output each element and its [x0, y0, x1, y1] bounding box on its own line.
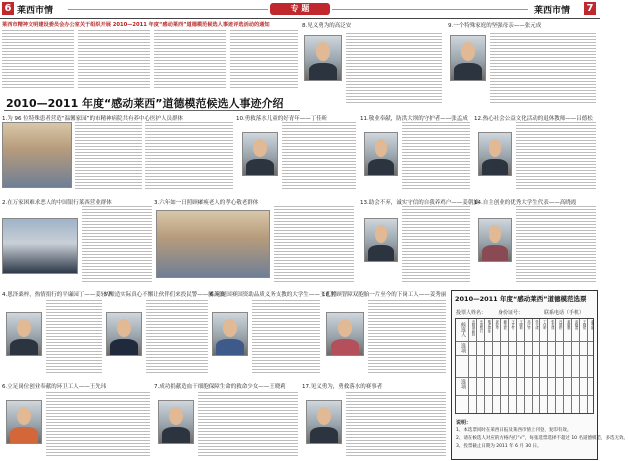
ballot-candidate-label: 高晓霞 [574, 320, 579, 330]
ballot-checkbox[interactable] [588, 357, 594, 375]
notice-body-col-4 [230, 30, 298, 90]
candidate-8-title: 8.见义勇为的高泛安 [302, 23, 352, 29]
notice-body-col-3 [154, 30, 226, 90]
candidate-9-photo [450, 35, 486, 81]
candidate-left-bottom-body [46, 392, 150, 458]
candidate-3-body [274, 206, 354, 282]
candidate-1 [2, 114, 183, 194]
ballot-candidate-label: 丁佳昕 [542, 320, 547, 330]
candidate-9-title: 9.一个特殊家庭的坚强母亲——张元成 [448, 23, 542, 29]
candidate-6-body [252, 300, 320, 374]
candidate-7 [154, 382, 300, 460]
ballot-checkbox[interactable] [525, 357, 531, 375]
candidate-3-photo [156, 210, 270, 278]
candidate-left-bottom-photo [6, 400, 42, 444]
ballot-candidate-label: 王艺竹 [510, 320, 515, 330]
candidate-1-body [75, 122, 142, 190]
right-page-number: 7 [584, 2, 596, 15]
candidate-2 [2, 198, 152, 284]
left-page-number: 6 [2, 2, 14, 15]
candidate-14-body [516, 206, 596, 282]
notice-section [2, 21, 298, 91]
candidate-5-title: 5.酿造实际真心不懈让伙伴们来投民警——鹏英波 [104, 292, 225, 298]
ballot-notes-title: 说明： [456, 420, 472, 426]
candidate-12-photo [478, 132, 512, 176]
candidate-14-title: 14.自主创业的优秀大学生代表——高晓霞 [474, 200, 577, 206]
masthead-rule-left [68, 9, 268, 10]
candidate-10-photo [242, 132, 278, 176]
right-paper-name: 莱西市情 [534, 6, 571, 16]
candidate-7-photo [158, 400, 194, 444]
candidate-16-photo [326, 312, 364, 356]
ballot-row-label-option: 选项 [460, 343, 466, 353]
candidate-2-photo [2, 218, 78, 274]
ballot-candidate-label: 中国银行 [478, 320, 483, 333]
ballot-candidate-label: 市精神病院 [470, 320, 475, 336]
candidate-2-body [82, 206, 152, 282]
candidate-5-photo [106, 312, 142, 356]
ballot-candidate-label: 敬老群体 [486, 320, 491, 333]
candidate-2-title: 2.在万家困难求恶人的中国银行莱西营业群体 [2, 200, 112, 206]
ballot-candidate-label: 姜秀丽 [590, 320, 594, 330]
ballot-row-label-candidate: 候选人 [460, 322, 466, 337]
candidate-4-title: 4.恩泽桑梓，热情捐行的平廉园丁——姜轻华 [2, 292, 112, 298]
ballot-checkbox[interactable] [533, 357, 539, 375]
ballot-table [455, 318, 594, 414]
ballot-checkbox[interactable] [509, 357, 515, 375]
ballot-field-contact: 联系电话（手机） [544, 310, 585, 316]
candidate-left-bottom-title: 6.立足岗位创业奉献的环卫工人——王先玮 [2, 384, 107, 390]
ballot-candidate-label: 吕德松 [558, 320, 563, 330]
section-banner: 专 题 [270, 3, 330, 15]
candidate-3-title: 3.六年如一日照顾瘫痪老人的孝心敬老群体 [154, 200, 259, 206]
candidate-1-continued [145, 122, 233, 190]
ballot-checkbox[interactable] [469, 357, 475, 375]
candidate-3 [154, 198, 356, 284]
candidate-9-body [490, 33, 596, 105]
ballot-checkbox[interactable] [540, 357, 546, 375]
ballot-checkbox[interactable] [564, 357, 570, 375]
candidate-12-body [516, 122, 596, 190]
ballot-checkbox[interactable] [501, 357, 507, 375]
candidate-7-body [198, 392, 298, 458]
ballot-checkbox[interactable] [485, 357, 491, 375]
ballot-candidate-label: 王晓莉 [518, 320, 523, 330]
ballot-checkbox[interactable] [580, 357, 586, 375]
ballot-candidate-label: 鹏英波 [502, 320, 507, 330]
candidate-12-title: 12.热心社会公益文化活动的退休教师——吕德松 [474, 116, 593, 122]
candidate-8-photo [304, 35, 342, 81]
ballot-candidate-label: 姜朝旗 [566, 320, 571, 330]
ballot-candidate-label: 张元成 [534, 320, 539, 330]
candidate-17 [302, 382, 448, 460]
main-title-rule [4, 110, 300, 111]
candidate-6 [210, 290, 337, 376]
candidate-17-title: 17.见义勇为，勇救落水的赛事者 [302, 384, 383, 390]
candidate-6-title: 6.同现国赛国资助品质义务支教的大学生——王艺竹 [210, 292, 337, 298]
candidate-5 [104, 290, 225, 376]
candidate-11-photo [364, 132, 398, 176]
ballot-checkbox[interactable] [548, 357, 554, 375]
candidate-13 [360, 198, 479, 284]
candidate-13-photo [364, 218, 398, 262]
notice-body-col-2 [78, 30, 150, 90]
candidate-5-body [146, 300, 208, 374]
candidate-1-title: 1.为 96 位特殊患者营造“温馨家园”的市精神病院共有养中心医护人员群体 [2, 116, 183, 122]
candidate-14 [474, 198, 598, 284]
ballot-candidate-label: 王晓侯 [582, 320, 587, 330]
ballot-candidate-label: 高泛安 [526, 320, 531, 330]
candidate-11 [360, 114, 472, 194]
candidate-12 [474, 114, 598, 194]
candidate-17-body [346, 392, 446, 458]
left-paper-name: 莱西市情 [17, 6, 54, 16]
ballot [451, 290, 628, 460]
candidate-6-photo [212, 312, 248, 356]
candidate-10-body [282, 122, 356, 190]
candidate-10 [236, 114, 358, 194]
candidate-7-title: 7.成功捐献造血干细胞保障生命的救命少女——王晓莉 [154, 384, 286, 390]
candidate-13-title: 13.助会不弃，诚实守信的自我养鸡户——姜朝旗 [360, 200, 479, 206]
candidate-4-photo [6, 312, 42, 356]
ballot-checkbox[interactable] [572, 357, 578, 375]
ballot-note-2: 2、请在候选人对应的方格内打“√”，每张选票选择不超过 10 名道德模范，多选无效。 [456, 436, 628, 441]
ballot-candidate-label: 张孟成 [550, 320, 555, 330]
candidate-13-body [402, 206, 470, 282]
masthead [0, 0, 600, 19]
notice-headline: 莱西市精神文明建设委员会办公室关于组织开展 2010—2011 年度“感动莱西”道德模范候选人事迹评选活动的通知 [2, 22, 270, 28]
masthead-rule-right [332, 9, 528, 10]
candidate-16 [322, 290, 448, 376]
candidate-11-title: 11.敬业奉献，防洪大坝的守护者——张孟成 [360, 116, 468, 122]
ballot-title: 2010—2011 年度“感动莱西”道德模范选票 [455, 295, 587, 303]
ballot-note-1: 1、本选票同时在莱西日报及莱西市情上刊登，复印有效。 [456, 428, 572, 433]
ballot-checkbox[interactable] [493, 357, 499, 375]
candidate-17-photo [306, 400, 342, 444]
ballot-candidate-label: 姜轻华 [494, 320, 499, 330]
candidate-8-body [346, 33, 442, 105]
ballot-field-id: 身份证号： [498, 310, 524, 316]
ballot-row-label-option-2: 选项 [460, 379, 466, 389]
ballot-checkbox[interactable] [556, 357, 562, 375]
notice-body-col-1 [2, 30, 74, 90]
candidate-10-title: 10.勇救落水儿童的好青年——丁佳昕 [236, 116, 328, 122]
ballot-checkbox[interactable] [477, 357, 483, 375]
candidate-4-body [46, 300, 102, 374]
candidate-16-title: 16.照顾智障双胞胎一片至今的下岗工人——姜秀丽 [322, 292, 447, 298]
candidate-11-body [402, 122, 470, 190]
candidate-8 [302, 21, 444, 107]
ballot-checkbox[interactable] [517, 357, 523, 375]
candidate-14-photo [478, 218, 512, 262]
candidate-9 [448, 21, 598, 107]
ballot-note-3: 3、投票截止日期为 2011 年 6 月 30 日。 [456, 444, 542, 449]
candidate-4 [2, 290, 112, 376]
candidate-1-photo [2, 122, 72, 188]
ballot-field-name: 投票人姓名： [456, 310, 487, 316]
candidate-left-bottom [2, 382, 152, 460]
main-title: 2010—2011 年度“感动莱西”道德模范候选人事迹介绍 [6, 97, 284, 110]
candidate-16-body [368, 300, 446, 374]
